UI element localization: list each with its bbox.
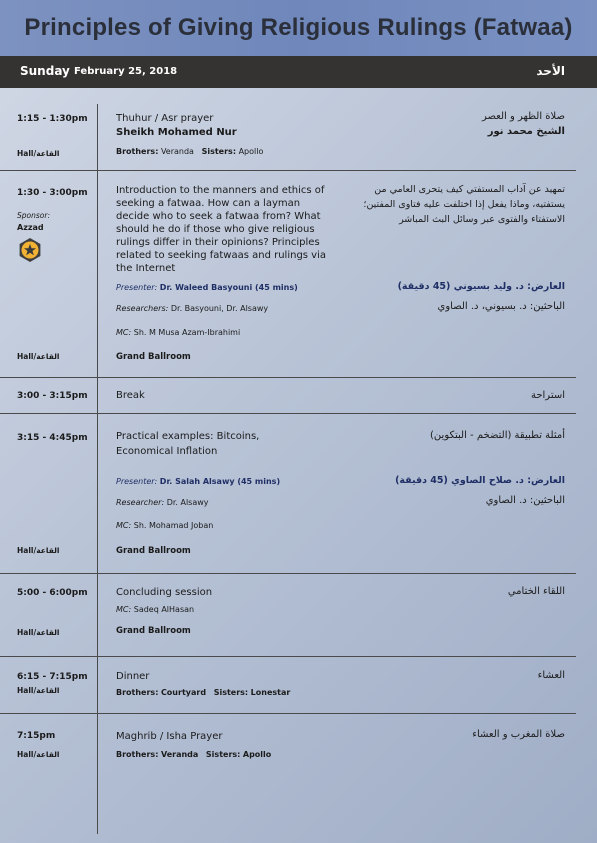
presenter-name: Dr. Salah Alsawy (45 mins) [159, 477, 281, 486]
brothers-label: Brothers: [116, 688, 159, 697]
title-banner [0, 0, 597, 56]
hall-label: Hall/القاعة [17, 628, 60, 637]
hall-label: Hall/القاعة [17, 686, 60, 695]
researcher-line [116, 498, 209, 507]
venue: Grand Ballroom [116, 546, 191, 556]
session-locations [116, 750, 271, 759]
mc-name: Sh. Mohamad Joban [133, 521, 214, 530]
sisters-location: Apollo [242, 750, 272, 759]
page-title: Principles of Giving Religious Rulings (Fatwaa) [24, 14, 573, 41]
sponsor-star-icon [17, 237, 43, 263]
session-time: 5:00 - 6:00pm [17, 588, 88, 598]
session-time: 3:15 - 4:45pm [17, 433, 88, 443]
presenter-line [116, 477, 280, 486]
session-speaker-ar: الشيخ محمد نور [487, 126, 565, 137]
session-title-ar: صلاة الظهر و العصر [481, 111, 565, 122]
session-title: Thuhur / Asr prayer [116, 113, 214, 124]
mc-label: MC: [116, 328, 132, 337]
sisters-location: Lonestar [250, 688, 291, 697]
researchers-names: Dr. Basyouni, Dr. Alsawy [170, 304, 269, 313]
session-title: Break [116, 390, 145, 401]
mc-line [116, 605, 194, 614]
session-title: Concluding session [116, 587, 213, 598]
row-divider [0, 170, 576, 171]
session-time: 7:15pm [17, 731, 56, 741]
mc-name: Sadeq AlHasan [133, 605, 195, 614]
brothers-label: Brothers: [116, 147, 159, 156]
session-title-line2: Economical Inflation [116, 446, 218, 457]
session-speaker: Sheikh Mohamed Nur [116, 127, 237, 138]
sisters-label: Sisters: [201, 147, 237, 156]
day-bar [0, 56, 597, 88]
mc-label: MC: [116, 521, 132, 530]
session-locations [116, 147, 263, 156]
venue: Grand Ballroom [116, 626, 191, 636]
presenter-label: Presenter: [116, 477, 158, 486]
session-title-ar: صلاة المغرب و العشاء [472, 729, 565, 740]
mc-line [116, 328, 240, 337]
researcher-label: Researcher: [116, 498, 165, 507]
row-divider [0, 573, 576, 574]
session-time: 1:15 - 1:30pm [17, 114, 88, 124]
sisters-label: Sisters: [205, 750, 241, 759]
hall-label: Hall/القاعة [17, 750, 60, 759]
presenter-line [116, 283, 298, 292]
time-column-divider [97, 104, 98, 834]
sisters-label: Sisters: [213, 688, 249, 697]
brothers-location: Veranda [160, 147, 194, 156]
hall-label: Hall/القاعة [17, 149, 60, 158]
session-title: Practical examples: Bitcoins, [116, 431, 260, 442]
sisters-location: Apollo [238, 147, 264, 156]
sponsor-label: Sponsor: [17, 211, 50, 220]
row-divider [0, 377, 576, 378]
day-name-en: Sunday [20, 64, 70, 78]
session-title-ar: أمثلة تطبيقة (التضخم - البتكوين) [430, 430, 565, 441]
session-time: 1:30 - 3:00pm [17, 188, 88, 198]
session-title-ar: العشاء [537, 670, 565, 681]
day-date: February 25, 2018 [74, 66, 178, 77]
brothers-location: Veranda [160, 750, 199, 759]
researchers-ar: الباحثين: د. بسيوني، د. الصاوي [437, 301, 565, 312]
session-time: 6:15 - 7:15pm [17, 672, 88, 682]
session-title-ar: اللقاء الختامي [507, 586, 565, 597]
venue: Grand Ballroom [116, 352, 191, 362]
row-divider [0, 413, 576, 414]
presenter-ar: العارض: د. صلاح الصاوي (45 دقيقة) [395, 475, 565, 486]
hall-label: Hall/القاعة [17, 352, 60, 361]
presenter-label: Presenter: [116, 283, 158, 292]
sponsor-name: Azzad [17, 223, 44, 232]
presenter-ar: العارض: د. وليد بسيوني (45 دقيقة) [397, 281, 565, 292]
mc-line [116, 521, 213, 530]
researcher-ar: الباحثين: د. الصاوي [485, 495, 565, 506]
brothers-location: Courtyard [160, 688, 207, 697]
day-name-ar: الأحد [536, 64, 565, 78]
session-description-ar: تمهيد عن آداب المستفتي كيف يتحرى العامي من يستفتيه، وماذا يفعل إذا اختلفت عليه فتاوى المفتين؛ الاستفتاء والفتوى عبر وسائل البث المباشر [363, 184, 565, 225]
presenter-name: Dr. Waleed Basyouni (45 mins) [159, 283, 298, 292]
session-time: 3:00 - 3:15pm [17, 391, 88, 401]
session-description: Introduction to the manners and ethics of seeking a fatwaa. How can a layman decide who to seek a fatwaa from? What should he do if those who give religious rulings differ in their opinions? Principles related to seeking fatwaas and rulings via the Internet [116, 185, 327, 274]
session-title: Dinner [116, 671, 150, 682]
mc-name: Sh. M Musa Azam-Ibrahimi [133, 328, 241, 337]
session-title: Maghrib / Isha Prayer [116, 731, 223, 742]
brothers-label: Brothers: [116, 750, 159, 759]
researcher-name: Dr. Alsawy [166, 498, 209, 507]
session-title-ar: استراحة [530, 390, 565, 401]
row-divider [0, 656, 576, 657]
mc-label: MC: [116, 605, 132, 614]
hall-label: Hall/القاعة [17, 546, 60, 555]
session-locations [116, 688, 290, 697]
row-divider [0, 713, 576, 714]
researchers-label: Researchers: [116, 304, 169, 313]
researchers-line [116, 304, 268, 313]
